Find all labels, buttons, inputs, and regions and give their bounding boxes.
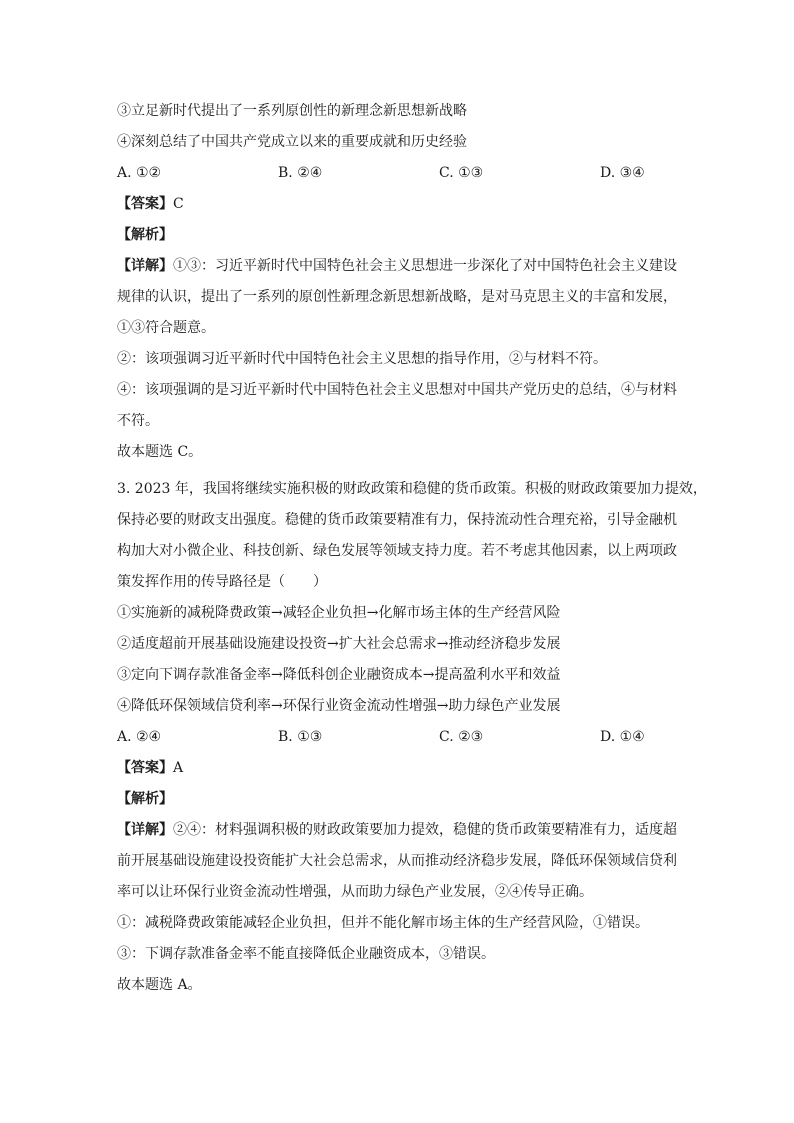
q3-statement-2: ②适度超前开展基础设施建设投资→扩大社会总需求→推动经济稳步发展 [117, 636, 561, 652]
q3-answer-value: A [173, 760, 184, 776]
q2-detail-line-1: 【详解】①③：习近平新时代中国特色社会主义思想进一步深化了对中国特色社会主义建设 [117, 258, 677, 274]
q3-analysis-label: 【解析】 [117, 791, 173, 807]
q3-conclusion: 故本题选 A。 [117, 977, 202, 993]
q3-statement-4: ④降低环保领域信贷利率→环保行业资金流动性增强→助力绿色产业发展 [117, 698, 561, 714]
q3-stem-line-2: 保持必要的财政支出强度。稳健的货币政策要精准有力，保持流动性合理充裕，引导金融机 [117, 512, 677, 528]
q2-detail-line-5: ④：该项强调的是习近平新时代中国特色社会主义思想对中国共产党历史的总结，④与材料 [117, 382, 677, 398]
q3-detail-label: 【详解】 [117, 822, 173, 838]
q3-option-b: B. ①③ [278, 729, 323, 745]
q2-detail-line-6: 不符。 [117, 413, 159, 429]
q2-answer [117, 189, 677, 220]
q3-detail-line-2: 前开展基础设施建设投资能扩大社会总需求，从而推动经济稳步发展，降低环保领域信贷利 [117, 853, 677, 869]
q3-option-c: C. ②③ [439, 729, 484, 745]
q3-detail-line-3: 率可以让环保行业资金流动性增强，从而助力绿色产业发展，②④传导正确。 [117, 884, 593, 900]
q3-detail-line-5: ③：下调存款准备金率不能直接降低企业融资成本，③错误。 [117, 946, 495, 962]
q2-option-c: C. ①③ [439, 165, 484, 181]
q2-option-b: B. ②④ [278, 165, 323, 181]
q2-answer-label: 【答案】 [117, 196, 173, 212]
q3-options [117, 722, 677, 753]
q3-option-a: A. ②④ [117, 729, 162, 745]
q3-statement-1: ①实施新的减税降费政策→减轻企业负担→化解市场主体的生产经营风险 [117, 605, 561, 621]
q3-statement-3: ③定向下调存款准备金率→降低科创企业融资成本→提高盈利水平和效益 [117, 667, 561, 683]
q3-answer [117, 753, 677, 784]
q2-detail-line-2: 规律的认识，提出了一系列的原创性新理念新思想新战略，是对马克思主义的丰富和发展， [117, 289, 677, 305]
q2-option-a: A. ①② [117, 165, 162, 181]
q3-stem-line-3: 构加大对小微企业、科技创新、绿色发展等领域支持力度。若不考虑其他因素，以上两项政 [117, 543, 677, 559]
document-page [117, 96, 707, 1001]
q2-statement-4: ④深刻总结了中国共产党成立以来的重要成就和历史经验 [117, 134, 467, 150]
q2-statement-3: ③立足新时代提出了一系列原创性的新理念新思想新战略 [117, 103, 467, 119]
q2-option-d: D. ③④ [600, 165, 645, 181]
q2-conclusion: 故本题选 C。 [117, 444, 203, 460]
q3-detail-line-4: ①：减税降费政策能减轻企业负担，但并不能化解市场主体的生产经营风险，①错误。 [117, 915, 649, 931]
q3-stem-line-1: 3. 2023 年，我国将继续实施积极的财政政策和稳健的货币政策。积极的财政政策要加力提效， [117, 481, 707, 497]
q3-option-d: D. ①④ [600, 729, 645, 745]
q2-detail-label: 【详解】 [117, 258, 173, 274]
q2-options [117, 158, 677, 189]
q2-analysis-label: 【解析】 [117, 227, 173, 243]
q3-answer-label: 【答案】 [117, 760, 173, 776]
q2-answer-value: C [173, 196, 184, 212]
q2-detail-line-4: ②：该项强调习近平新时代中国特色社会主义思想的指导作用，②与材料不符。 [117, 351, 607, 367]
q3-detail-line-1: 【详解】②④：材料强调积极的财政政策要加力提效，稳健的货币政策要精准有力，适度超 [117, 822, 677, 838]
q3-stem-line-4: 策发挥作用的传导路径是（ ） [117, 574, 327, 590]
q2-detail-line-3: ①③符合题意。 [117, 320, 215, 336]
